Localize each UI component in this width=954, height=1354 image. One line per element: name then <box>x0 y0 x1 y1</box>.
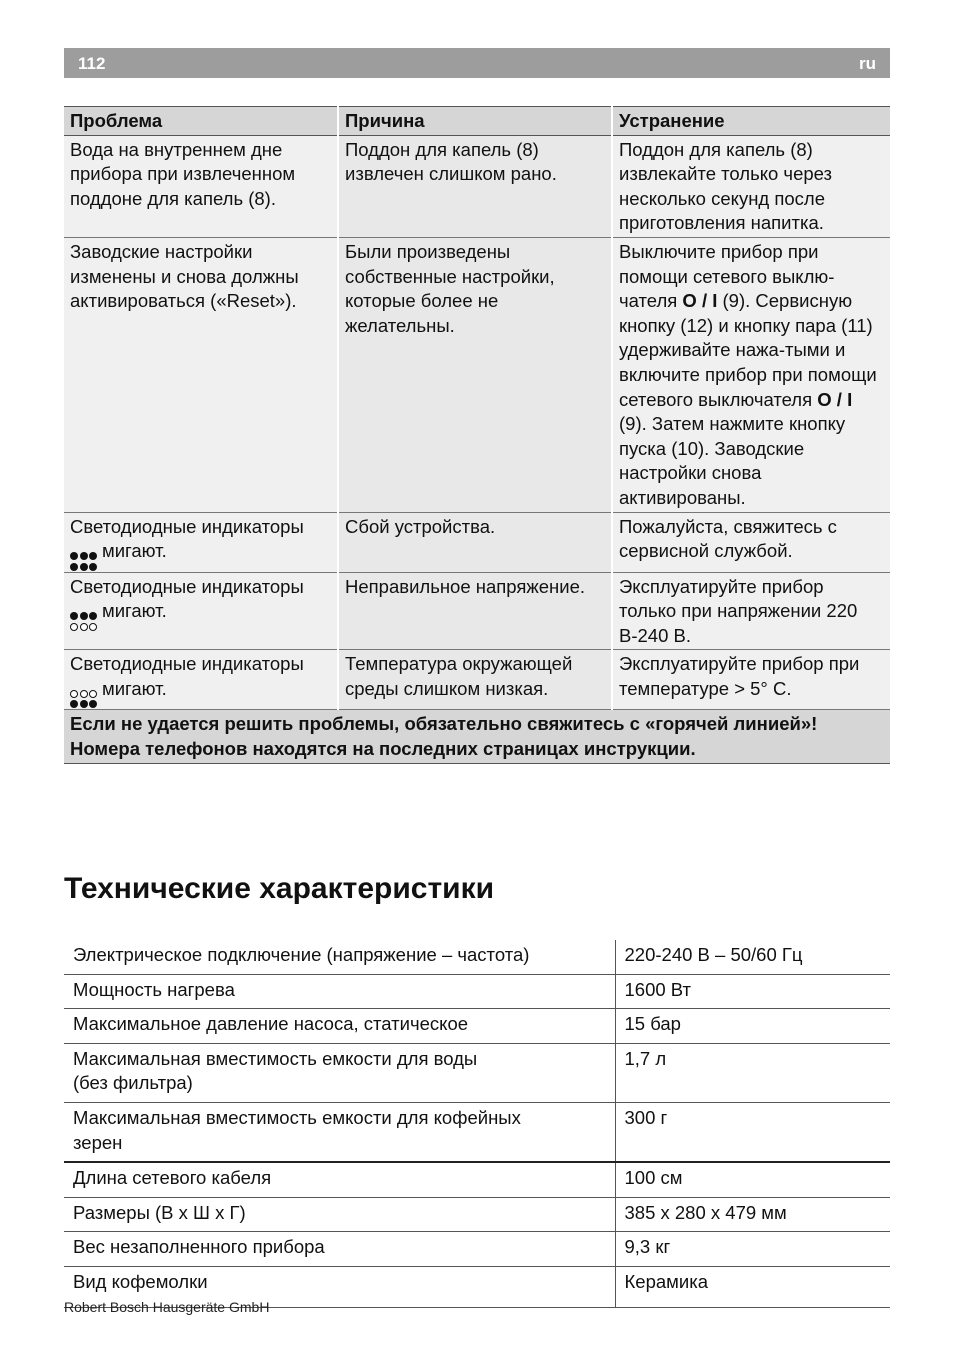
led-off-dot <box>80 623 88 631</box>
spec-value: 300 г <box>615 1102 890 1162</box>
power-switch-symbol: O / I <box>817 388 853 410</box>
power-switch-symbol: O / I <box>682 290 718 312</box>
problem-text: мигают. <box>102 677 167 699</box>
spec-label: Размеры (В x Ш x Г) <box>64 1197 615 1232</box>
page-header-bar <box>64 48 890 78</box>
led-off-dot <box>70 623 78 631</box>
page-number: 112 <box>78 54 106 73</box>
troubleshooting-table <box>64 106 890 764</box>
remedy-cell: Эксплуатируйте прибор при температуре > 5° C. <box>612 650 890 710</box>
led-on-dot <box>89 700 97 708</box>
spec-label: Вид кофемолки <box>64 1266 615 1307</box>
spec-value: 1600 Вт <box>615 974 890 1009</box>
specifications-table <box>64 940 890 1308</box>
led-on-dot <box>80 700 88 708</box>
spec-value: 15 бар <box>615 1009 890 1044</box>
hotline-notice: Если не удается решить проблемы, обязательно свяжитесь с «горячей линией»! Номера телефонов находятся на последних страницах инструкции. <box>64 710 890 763</box>
table-row <box>64 940 890 974</box>
table-footer-row <box>64 710 890 763</box>
spec-label: Максимальная вместимость емкости для кофейных зерен <box>64 1102 615 1162</box>
problem-cell: Заводские настройки изменены и снова должны активироваться («Reset»). <box>64 237 338 512</box>
column-header-problem: Проблема <box>64 107 338 136</box>
spec-value: 385 x 280 x 479 мм <box>615 1197 890 1232</box>
column-header-remedy: Устранение <box>612 107 890 136</box>
spec-label: Мощность нагрева <box>64 974 615 1009</box>
led-off-dot <box>80 690 88 698</box>
table-row <box>64 1232 890 1267</box>
cause-cell: Поддон для капель (8) извлечен слишком рано. <box>338 135 612 237</box>
led-on-dot <box>89 552 97 560</box>
cause-cell: Сбой устройства. <box>338 512 612 572</box>
table-row <box>64 1009 890 1044</box>
spec-value: 9,3 кг <box>615 1232 890 1267</box>
table-row <box>64 237 890 512</box>
led-on-dot <box>80 612 88 620</box>
spec-value: 100 см <box>615 1162 890 1197</box>
spec-value: 1,7 л <box>615 1043 890 1102</box>
table-row <box>64 572 890 650</box>
section-title: Технические характеристики <box>64 872 495 905</box>
spec-label: Длина сетевого кабеля <box>64 1162 615 1197</box>
led-off-dot <box>70 690 78 698</box>
led-on-dot <box>70 552 78 560</box>
company-footer: Robert Bosch Hausgeräte GmbH <box>64 1299 270 1315</box>
column-header-cause: Причина <box>338 107 612 136</box>
led-off-dot <box>89 623 97 631</box>
problem-text: Светодиодные индикаторы <box>70 515 304 537</box>
table-row <box>64 135 890 237</box>
led-indicators-icon <box>70 690 97 709</box>
language-code: ru <box>859 54 876 73</box>
led-on-dot <box>70 563 78 571</box>
table-row <box>64 974 890 1009</box>
spec-label: Максимальная вместимость емкости для воды (без фильтра) <box>64 1043 615 1102</box>
led-on-dot <box>89 612 97 620</box>
problem-text: Светодиодные индикаторы <box>70 575 304 597</box>
problem-cell <box>64 512 338 572</box>
problem-text: Светодиодные индикаторы <box>70 653 304 675</box>
cause-cell: Были произведены собственные настройки, которые более не желательны. <box>338 237 612 512</box>
cause-cell: Температура окружающей среды слишком низкая. <box>338 650 612 710</box>
remedy-text: Выключите прибор при помощи сетевого выклю-чателя <box>619 240 835 312</box>
remedy-cell: Эксплуатируйте прибор только при напряжении 220 В-240 В. <box>612 572 890 650</box>
led-on-dot <box>80 552 88 560</box>
remedy-text: (9). Затем нажмите кнопку пуска (10). Заводские настройки снова активированы. <box>619 413 846 508</box>
table-row <box>64 512 890 572</box>
spec-label: Вес незаполненного прибора <box>64 1232 615 1267</box>
problem-text: мигают. <box>102 540 167 562</box>
remedy-cell <box>612 237 890 512</box>
table-row <box>64 1197 890 1232</box>
led-on-dot <box>70 700 78 708</box>
remedy-cell: Поддон для капель (8) извлекайте только через несколько секунд после приготовления напитка. <box>612 135 890 237</box>
table-row <box>64 1043 890 1102</box>
led-on-dot <box>70 612 78 620</box>
spec-label: Максимальное давление насоса, статическое <box>64 1009 615 1044</box>
table-row <box>64 1102 890 1162</box>
table-row <box>64 1162 890 1197</box>
problem-cell: Вода на внутреннем дне прибора при извлеченном поддоне для капель (8). <box>64 135 338 237</box>
led-off-dot <box>89 690 97 698</box>
spec-value: 220-240 В – 50/60 Гц <box>615 940 890 974</box>
led-on-dot <box>89 563 97 571</box>
problem-cell <box>64 572 338 650</box>
led-on-dot <box>80 563 88 571</box>
cause-cell: Неправильное напряжение. <box>338 572 612 650</box>
problem-cell <box>64 650 338 710</box>
remedy-cell: Пожалуйста, свяжитесь с сервисной службой. <box>612 512 890 572</box>
table-row <box>64 650 890 710</box>
table-header-row <box>64 107 890 136</box>
problem-text: мигают. <box>102 600 167 622</box>
led-indicators-icon <box>70 552 97 571</box>
remedy-text: (9). Сервисную кнопку (12) и кнопку пара (11) удерживайте нажа-тыми и включите прибор при помощи сетевого выключателя <box>619 290 877 410</box>
spec-value: Керамика <box>615 1266 890 1307</box>
led-indicators-icon <box>70 612 97 631</box>
spec-label: Электрическое подключение (напряжение – частота) <box>64 940 615 974</box>
